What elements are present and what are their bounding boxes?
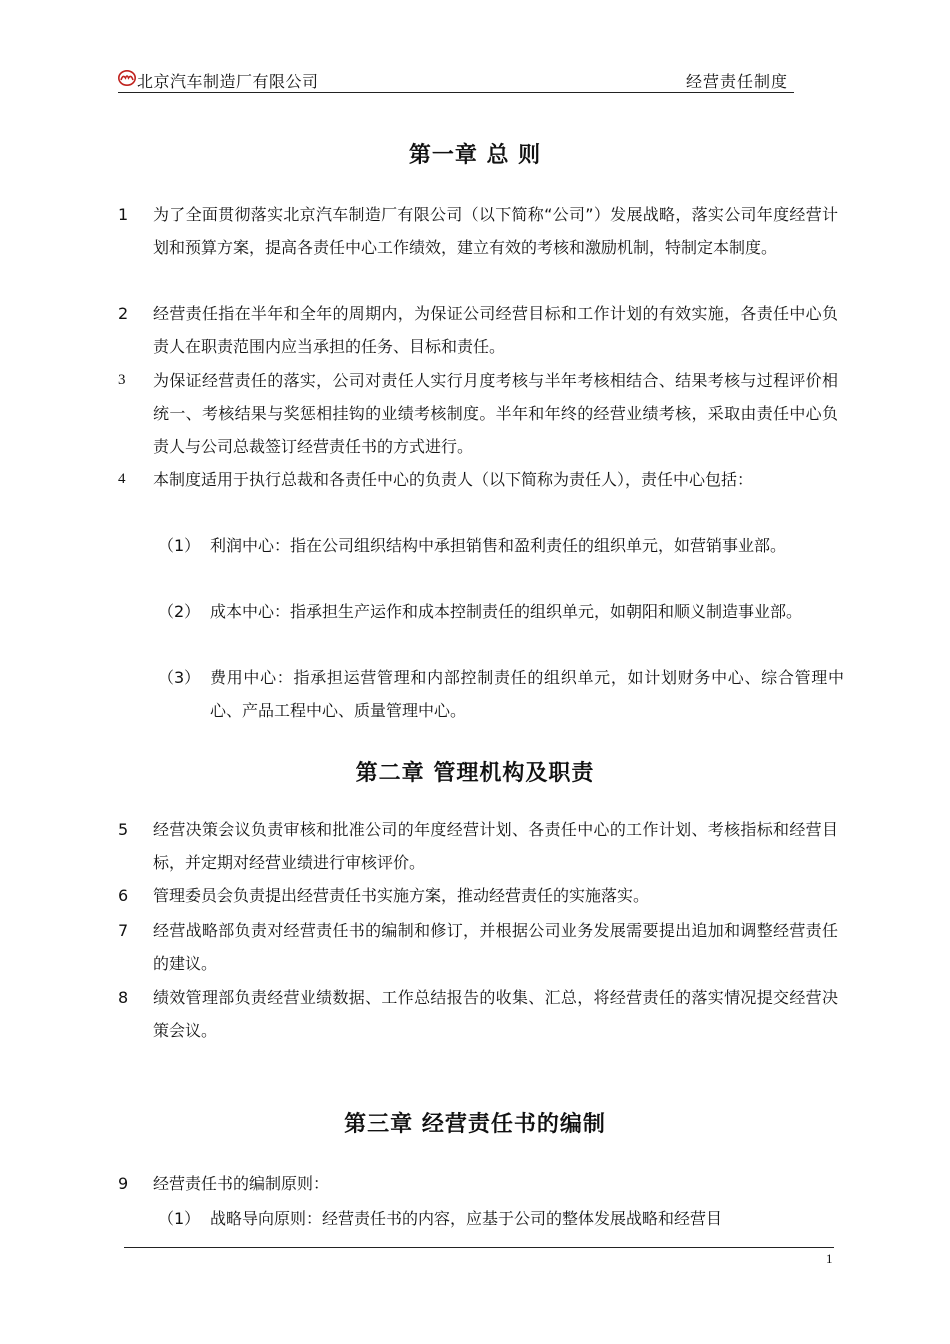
clause-text: 经营决策会议负责审核和批准公司的年度经营计划、各责任中心的工作计划、考核指标和经营目标，并定期对经营业绩进行审核评价。: [153, 820, 838, 872]
clause-number: 2: [118, 304, 129, 323]
clause-4-sub-2: [158, 595, 844, 628]
clause-text: 本制度适用于执行总裁和各责任中心的负责人（以下简称为责任人），责任中心包括：: [153, 470, 754, 489]
sub-text: 成本中心：指承担生产运作和成本控制责任的组织单元，如朝阳和顺义制造事业部。: [210, 602, 803, 621]
sub-number: （3）: [158, 668, 201, 687]
sub-text: 利润中心：指在公司组织结构中承担销售和盈利责任的组织单元，如营销事业部。: [210, 536, 787, 555]
sub-number: （1）: [158, 536, 201, 555]
clause-text: 经营责任指在半年和全年的周期内，为保证公司经营目标和工作计划的有效实施，各责任中心负责人在职责范围内应当承担的任务、目标和责任。: [153, 304, 838, 356]
clause-9-sub-1: [158, 1202, 844, 1235]
footer-divider: [124, 1247, 834, 1248]
clause-text: 为保证经营责任的落实，公司对责任人实行月度考核与半年考核相结合、结果考核与过程评价相统一、考核结果与奖惩相挂钩的业绩考核制度。半年和年终的经营业绩考核，采取由责任中心负责人与公司总裁签订经营责任书的方式进行。: [153, 371, 838, 456]
clause-text: 经营战略部负责对经营责任书的编制和修订，并根据公司业务发展需要提出追加和调整经营责任的建议。: [153, 921, 838, 973]
chapter-1-title: 第一章 总 则: [408, 143, 542, 168]
chapter-2-title: 第二章 管理机构及职责: [355, 761, 595, 786]
clause-8: [118, 981, 838, 1047]
company-logo-icon: [118, 69, 136, 87]
clause-number: 9: [118, 1174, 129, 1193]
clause-3: [118, 364, 838, 463]
company-name: 北京汽车制造厂有限公司: [137, 72, 319, 91]
chapter-3-title: 第三章 经营责任书的编制: [344, 1112, 606, 1137]
page-header: [118, 66, 794, 93]
page-number: 1: [826, 1251, 833, 1266]
document-title: 经营责任制度: [685, 72, 788, 91]
clause-number: 6: [118, 886, 129, 905]
clause-text: 绩效管理部负责经营业绩数据、工作总结报告的收集、汇总，将经营责任的落实情况提交经营决策会议。: [153, 988, 838, 1040]
clause-4-sub-1: [158, 529, 844, 562]
clause-number: 3: [118, 372, 126, 388]
clause-number: 5: [118, 820, 129, 839]
clause-number: 1: [118, 205, 129, 224]
clause-2: [118, 297, 838, 363]
clause-number: 7: [118, 921, 129, 940]
clause-7: [118, 914, 838, 980]
clause-text: 管理委员会负责提出经营责任书实施方案，推动经营责任的实施落实。: [153, 886, 650, 905]
sub-text: 费用中心：指承担运营管理和内部控制责任的组织单元，如计划财务中心、综合管理中心、产品工程中心、质量管理中心。: [210, 668, 844, 720]
sub-number: （1）: [158, 1209, 201, 1228]
clause-4-sub-3: [158, 661, 844, 727]
clause-5: [118, 813, 838, 879]
clause-number: 4: [118, 471, 126, 487]
clause-9: [118, 1167, 838, 1200]
clause-text: 为了全面贯彻落实北京汽车制造厂有限公司（以下简称“公司”）发展战略，落实公司年度经营计划和预算方案，提高各责任中心工作绩效，建立有效的考核和激励机制，特制定本制度。: [153, 205, 838, 257]
clause-number: 8: [118, 988, 129, 1007]
clause-4: [118, 463, 838, 496]
clause-text: 经营责任书的编制原则：: [153, 1174, 330, 1193]
clause-6: [118, 879, 838, 912]
clause-1: [118, 198, 838, 264]
sub-number: （2）: [158, 602, 201, 621]
sub-text: 战略导向原则：经营责任书的内容，应基于公司的整体发展战略和经营目: [210, 1209, 723, 1228]
